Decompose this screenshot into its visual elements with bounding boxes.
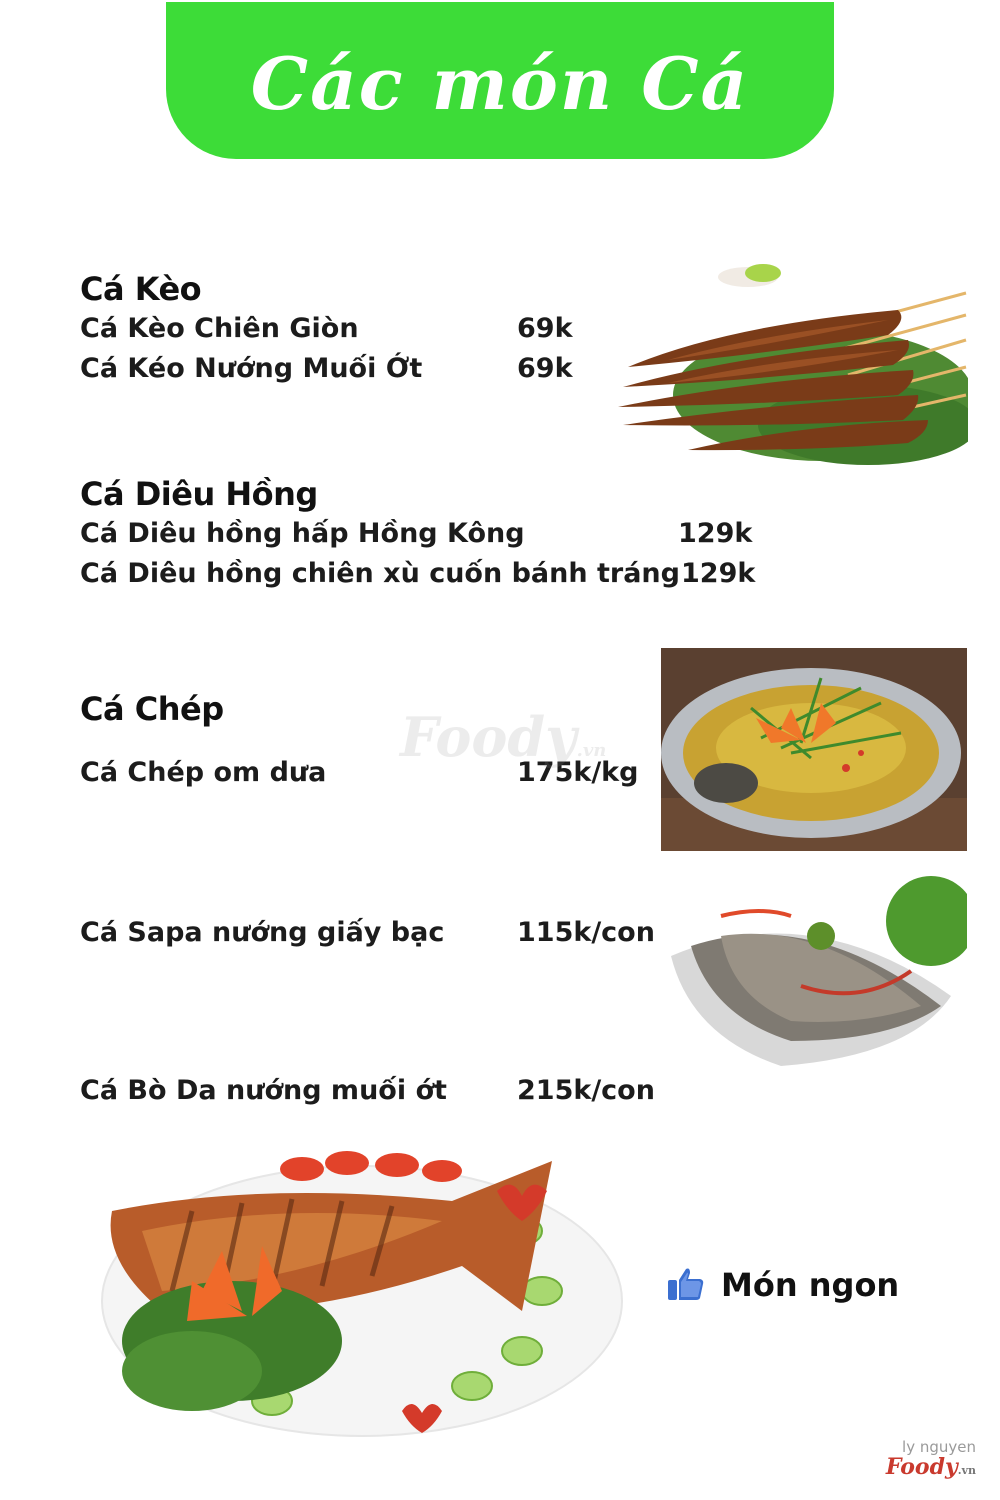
foody-watermark: Foody.vn [400, 705, 607, 769]
featured-label: Món ngon [721, 1266, 900, 1304]
menu-item-price: 129k [681, 558, 756, 589]
credit-username: ly nguyen [902, 1438, 976, 1456]
menu-item-price: 129k [678, 518, 753, 549]
photo-credit [886, 1438, 976, 1480]
credit-brand-logo: Foody.vn [885, 1454, 976, 1480]
category-title-ca-keo: Cá Kèo [80, 270, 202, 308]
category-title-ca-chep: Cá Chép [80, 690, 224, 728]
menu-item-name: Cá Sapa nướng giấy bạc [80, 917, 445, 948]
thumbs-up-icon [667, 1266, 705, 1302]
menu-item-price: 215k/con [517, 1075, 655, 1106]
photo-grilled-fish-skewers [608, 255, 968, 467]
menu-item-name: Cá Chép om dưa [80, 757, 327, 788]
header-banner [166, 2, 834, 159]
page-title: Các món Cá [250, 41, 750, 126]
category-title-ca-dieu-hong: Cá Diêu Hồng [80, 475, 318, 513]
photo-carp-hotpot [661, 648, 967, 851]
photo-grilled-whole-fish [82, 1141, 624, 1444]
menu-item-name: Cá Diêu hồng hấp Hồng Kông [80, 518, 525, 549]
menu-item-name: Cá Bò Da nướng muối ớt [80, 1075, 447, 1106]
menu-item-name: Cá Kèo Chiên Giòn [80, 313, 359, 344]
menu-item-price: 115k/con [517, 917, 655, 948]
menu-item-name: Cá Diêu hồng chiên xù cuốn bánh tráng [80, 558, 680, 589]
menu-item-name: Cá Kéo Nướng Muối Ớt [80, 353, 423, 384]
menu-item-price: 175k/kg [517, 757, 639, 788]
menu-item-price: 69k [517, 353, 573, 384]
photo-fish-foil [661, 876, 967, 1074]
menu-item-price: 69k [517, 313, 573, 344]
